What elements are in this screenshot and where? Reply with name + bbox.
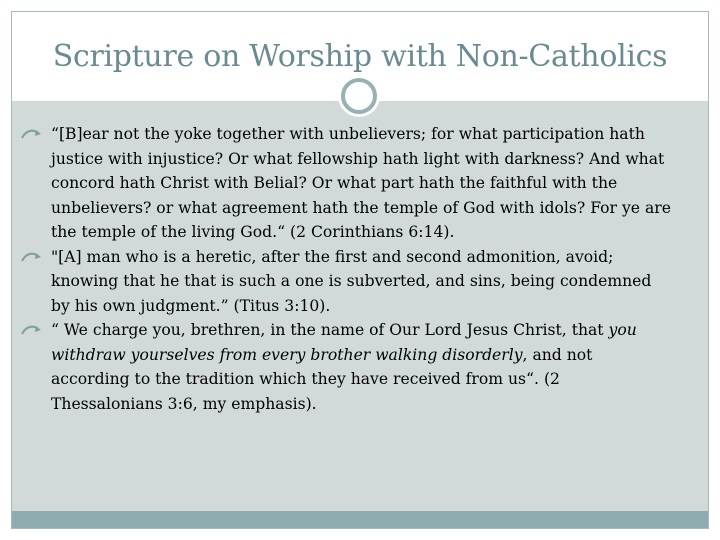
bullet-text: "[A] man who is a heretic, after the first and second admonition, avoid; knowing that he that is such a one is subverted, and sins, being condemned by his own judgment.” (Titus 3:10). (51, 247, 652, 315)
curved-arrow-bullet-icon (21, 128, 43, 140)
bullet-list (21, 122, 671, 416)
bullet-item (21, 245, 671, 319)
bullet-text-after: , and not according to the tradition which they have received from us“. (2 Thessalonians 3:6, my emphasis). (51, 345, 593, 413)
ring-ornament-icon (341, 78, 377, 114)
bottom-accent-bar (12, 511, 708, 528)
bullet-item (21, 122, 671, 245)
bullet-item (21, 318, 671, 416)
curved-arrow-bullet-icon (21, 324, 43, 336)
curved-arrow-bullet-icon (21, 251, 43, 263)
bullet-text: “[B]ear not the yoke together with unbelievers; for what participation hath justice with injustice? Or what fellowship hath light with darkness? And what concord hath Christ with Belial? Or what part hath the faithful with the unbelievers? or what agreement hath the temple of God with idols? For ye are the temple of the living God.“ (2 Corinthians 6:14). (51, 125, 671, 241)
slide-title: Scripture on Worship with Non-Catholics (52, 39, 668, 74)
bullet-text-emphasis: you withdraw yourselves from every brother walking disorderly (51, 321, 637, 364)
bullet-text-before: “ We charge you, brethren, in the name of Our Lord Jesus Christ, that (51, 321, 609, 339)
